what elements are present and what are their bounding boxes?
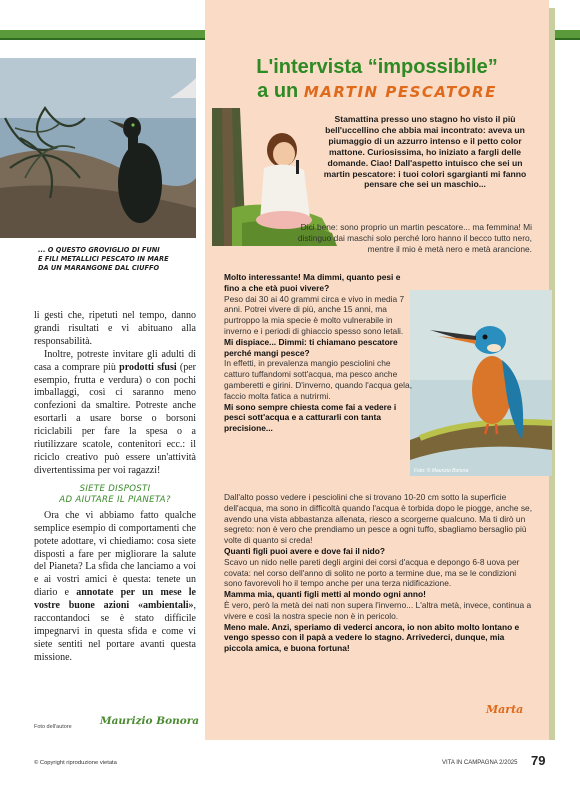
question: Quanti figli puoi avere e dove fai il nido? xyxy=(224,545,386,556)
subheading-line: SIETE DISPOSTI xyxy=(79,483,151,494)
answer: Peso dai 30 ai 40 grammi circa e vivo in media 7 anni. Potrei vivere di più, anche 15 anni, ma purtroppo la mia specie è molto vulnerabile in inverno e i periodi di ghiaccio spesso sono letali. xyxy=(224,293,405,336)
interview-intro: Stamattina presso uno stagno ho visto il più bell'uccellino che abbia mai incontrato: aveva un piumaggio di un azzurro intenso e il petto color mattone. Curiosissima, ho iniziato a fargli delle domande. Ciao! Dall'aspetto intuisco che sei un martin pescatore: i tuoi colori sgargianti mi fanno pensare che sei un maschio... xyxy=(323,114,527,190)
qa-block xyxy=(224,272,414,434)
question: Meno male. Anzi, speriamo di vederci ancora, io non abito molto lontano e vengo spesso con il papà a vedere lo stagno. Arrivederci, dunque, mia piccola amica, e buona fortuna! xyxy=(224,621,520,654)
title-prefix: a un xyxy=(257,80,304,102)
caption-line: DA UN MARANGONE DAL CIUFFO xyxy=(38,264,160,272)
interview-intro-reply: Dici bene: sono proprio un martin pescatore... ma femmina! Mi distinguo dai maschi solo perché loro hanno il becco tutto nero, mentre il mio è metà nero e metà arancione. xyxy=(297,222,532,254)
answer: Scavo un nido nelle pareti degli argini dei corsi d'acqua e depongo 6-8 uova per covata: nel corso dell'anno di solito ne porto a termine due, ma se le condizioni sono favorevoli ho il tempo anche per una terza nidificazione. xyxy=(224,556,520,589)
subheading-line: AD AIUTARE IL PIANETA? xyxy=(59,494,171,505)
caption-line: ... O QUESTO GROVIGLIO DI FUNI xyxy=(38,246,160,254)
photo-caption xyxy=(38,246,198,273)
interview-title: L'intervista “impossibile” xyxy=(256,56,498,78)
copyright-notice: © Copyright riproduzione vietata xyxy=(34,760,117,766)
answer: Dall'alto posso vedere i pesciolini che si trovano 10-20 cm sotto la superficie dell'acqua, ma sono in difficoltà quando l'acqua è torbida dopo le piogge, anche se, avendo una vista abbastanza allenata, riesco a scorgerne qualcuno. Ma ti dirò un segreto: non è vero che prendiamo un pesce a ogni tuffo, sbagliamo bersaglio più volte di quanto si creda! xyxy=(224,492,533,546)
magazine-issue: VITA IN CAMPAGNA 2/2025 xyxy=(442,760,518,766)
qa-block-wide xyxy=(224,492,534,654)
question: Mi sono sempre chiesta come fai a vedere i pesci sott'acqua e a catturarli con tanta precisione... xyxy=(224,401,397,434)
text-run: (per esempio, frutta e verdura) o con pochi imballaggi, così ci saranno meno confezioni da smaltire. Potreste anche esortarli a usare borse o borsoni riciclabili per fare la spesa o a riutilizzare scatole, contenitori ecc.: il riciclo creativo può essere un'attività divertentissima per voi ragazzi! xyxy=(34,361,196,476)
interviewer-signature: Marta xyxy=(486,703,524,716)
question: Molto interessante! Ma dimmi, quanto pesi e fino a che età puoi vivere? xyxy=(224,272,401,293)
author-name: Maurizio Bonora xyxy=(100,715,200,727)
answer: In effetti, in prevalenza mangio pesciolini che catturo tuffandomi sott'acqua, ma pesco anche gamberetti e girini. D'inverno, quando l'acqua gela, faccio molta fatica a nutrirmi. xyxy=(224,358,413,401)
text-run-bold: prodotti sfusi xyxy=(119,361,177,373)
left-article-text xyxy=(34,310,196,665)
question: Mi dispiace... Dimmi: ti chiamano pescatore perché mangi pesce? xyxy=(224,336,398,358)
paragraph: li gesti che, ripetuti nel tempo, danno grandi risultati e vi abituano alla responsabilità. xyxy=(34,310,196,347)
cormorant-photo xyxy=(0,58,196,238)
paragraph xyxy=(34,349,196,478)
text-run-bold: annotate per un mese le vostre buone azioni «ambientali» xyxy=(34,587,196,612)
kingfisher-photo-credit: Foto: © Maurizio Bonora xyxy=(414,468,469,474)
answer: È vero, però la metà dei nati non supera l'inverno... L'altra metà, invece, continua a vivere e così la nostra specie non è in pericolo. xyxy=(224,599,532,621)
text-run: , raccontandoci se è stato difficile impegnarvi in questa sfida e come vi siete sentiti nel portare avanti questa missione. xyxy=(34,600,196,663)
text-run: Ora che vi abbiamo fatto qualche semplice esempio di comportamenti che potete adottare, vi chiediamo: cosa siete disposti a fare per migliorare la salute del Pianeta? La sfida che lanciamo a voi e ai vostri amici è questa: tenete un diario e xyxy=(34,509,196,599)
kingfisher-photo xyxy=(410,290,552,476)
photo-credit: Foto dell'autore xyxy=(34,724,72,730)
paragraph xyxy=(34,510,196,665)
caption-line: E FILI METALLICI PESCATO IN MARE xyxy=(38,255,169,263)
interview-title-line2 xyxy=(205,80,549,103)
question: Mamma mia, quanti figli metti al mondo ogni anno! xyxy=(224,589,426,600)
text-run: Inoltre, potreste invitare gli adulti di casa a comprare più xyxy=(34,348,196,373)
page-number: 79 xyxy=(531,753,546,768)
section-subheading xyxy=(34,484,196,506)
title-script: MARTIN PESCATORE xyxy=(303,83,497,101)
